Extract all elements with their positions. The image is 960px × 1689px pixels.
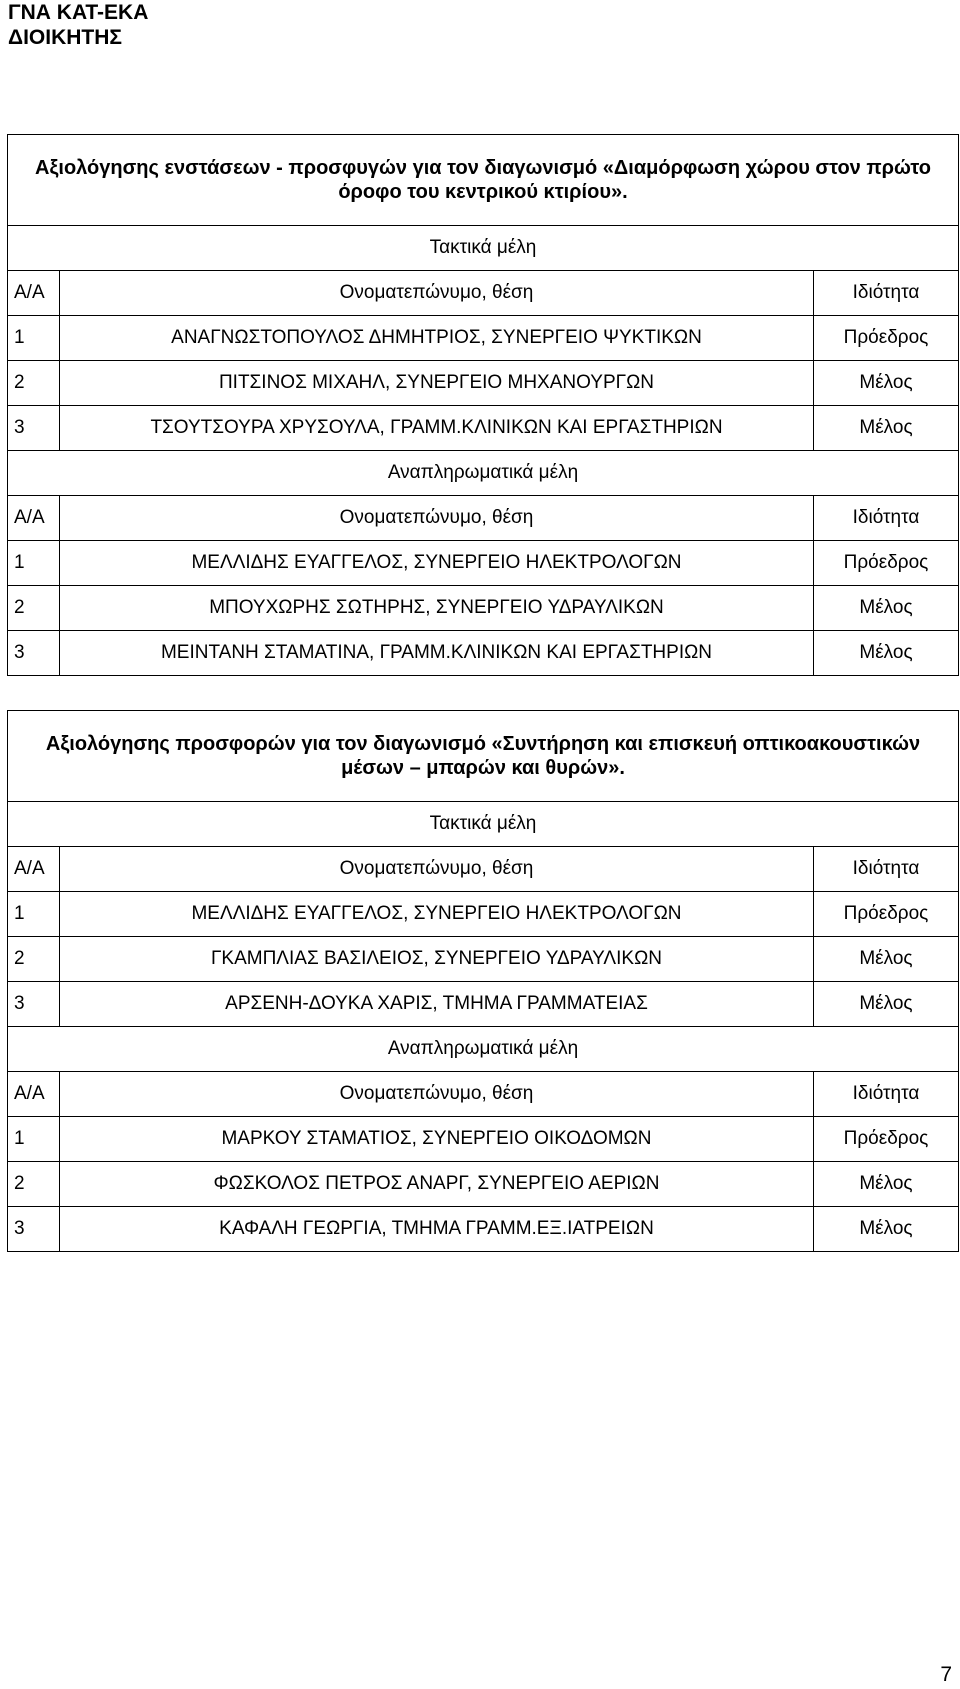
row-number: 3 xyxy=(8,1207,60,1252)
member-name: ΜΕΛΛΙΔΗΣ ΕΥΑΓΓΕΛΟΣ, ΣΥΝΕΡΓΕΙΟ ΗΛΕΚΤΡΟΛΟΓΩΝ xyxy=(60,892,814,937)
member-role: Μέλος xyxy=(813,1207,958,1252)
column-header-role: Ιδιότητα xyxy=(813,847,958,892)
section-label-regular: Τακτικά μέλη xyxy=(8,226,959,271)
member-name: ΤΣΟΥΤΣΟΥΡΑ ΧΡΥΣΟΥΛΑ, ΓΡΑΜΜ.ΚΛΙΝΙΚΩΝ ΚΑΙ ΕΡΓΑΣΤΗΡΙΩΝ xyxy=(60,406,814,451)
section-label-alternate: Αναπληρωματικά μέλη xyxy=(8,1027,959,1072)
table-row xyxy=(8,937,959,982)
row-number: 1 xyxy=(8,892,60,937)
row-number: 1 xyxy=(8,541,60,586)
table-row xyxy=(8,316,959,361)
header-organization: ΓΝΑ ΚΑΤ-ΕΚΑ xyxy=(8,1,149,24)
column-header-number: Α/Α xyxy=(8,1072,60,1117)
column-header-name: Ονοματεπώνυμο, θέση xyxy=(60,1072,814,1117)
member-name: ΦΩΣΚΟΛΟΣ ΠΕΤΡΟΣ ΑΝΑΡΓ, ΣΥΝΕΡΓΕΙΟ ΑΕΡΙΩΝ xyxy=(60,1162,814,1207)
member-name: ΜΕΙΝΤΑΝΗ ΣΤΑΜΑΤΙΝΑ, ΓΡΑΜΜ.ΚΛΙΝΙΚΩΝ ΚΑΙ ΕΡΓΑΣΤΗΡΙΩΝ xyxy=(60,631,814,676)
member-role: Πρόεδρος xyxy=(813,316,958,361)
column-header-row xyxy=(8,1072,959,1117)
table-row xyxy=(8,361,959,406)
section-row xyxy=(8,802,959,847)
member-role: Μέλος xyxy=(813,982,958,1027)
section-row xyxy=(8,226,959,271)
document-header xyxy=(8,0,148,50)
table-row xyxy=(8,406,959,451)
member-role: Πρόεδρος xyxy=(813,1117,958,1162)
table-row xyxy=(8,586,959,631)
column-header-number: Α/Α xyxy=(8,271,60,316)
row-number: 2 xyxy=(8,937,60,982)
committee-table-1 xyxy=(7,134,959,676)
member-role: Μέλος xyxy=(813,361,958,406)
row-number: 3 xyxy=(8,406,60,451)
row-number: 2 xyxy=(8,586,60,631)
table-row xyxy=(8,1162,959,1207)
column-header-row xyxy=(8,496,959,541)
table-title-row xyxy=(8,711,959,802)
member-name: ΜΠΟΥΧΩΡΗΣ ΣΩΤΗΡΗΣ, ΣΥΝΕΡΓΕΙΟ ΥΔΡΑΥΛΙΚΩΝ xyxy=(60,586,814,631)
member-name: ΠΙΤΣΙΝΟΣ ΜΙΧΑΗΛ, ΣΥΝΕΡΓΕΙΟ ΜΗΧΑΝΟΥΡΓΩΝ xyxy=(60,361,814,406)
column-header-row xyxy=(8,271,959,316)
table-row xyxy=(8,892,959,937)
row-number: 2 xyxy=(8,361,60,406)
column-header-number: Α/Α xyxy=(8,496,60,541)
table-title-row xyxy=(8,135,959,226)
table-row xyxy=(8,631,959,676)
member-role: Μέλος xyxy=(813,1162,958,1207)
column-header-name: Ονοματεπώνυμο, θέση xyxy=(60,496,814,541)
member-name: ΓΚΑΜΠΛΙΑΣ ΒΑΣΙΛΕΙΟΣ, ΣΥΝΕΡΓΕΙΟ ΥΔΡΑΥΛΙΚΩΝ xyxy=(60,937,814,982)
table-title: Αξιολόγησης ενστάσεων - προσφυγών για τον διαγωνισμό «Διαμόρφωση χώρου στον πρώτο όροφο του κεντρικού κτιρίου». xyxy=(8,135,959,226)
member-role: Μέλος xyxy=(813,631,958,676)
page-number: 7 xyxy=(940,1663,952,1686)
table-row xyxy=(8,1117,959,1162)
column-header-role: Ιδιότητα xyxy=(813,496,958,541)
header-role: ΔΙΟΙΚΗΤΗΣ xyxy=(8,26,123,49)
row-number: 3 xyxy=(8,631,60,676)
table-title: Αξιολόγησης προσφορών για τον διαγωνισμό «Συντήρηση και επισκευή οπτικοακουστικών μέσων – μπαρών και θυρών». xyxy=(8,711,959,802)
row-number: 1 xyxy=(8,1117,60,1162)
member-name: ΑΝΑΓΝΩΣΤΟΠΟΥΛΟΣ ΔΗΜΗΤΡΙΟΣ, ΣΥΝΕΡΓΕΙΟ ΨΥΚΤΙΚΩΝ xyxy=(60,316,814,361)
row-number: 1 xyxy=(8,316,60,361)
table-row xyxy=(8,1207,959,1252)
member-name: ΑΡΣΕΝΗ-ΔΟΥΚΑ ΧΑΡΙΣ, ΤΜΗΜΑ ΓΡΑΜΜΑΤΕΙΑΣ xyxy=(60,982,814,1027)
table-row xyxy=(8,982,959,1027)
section-label-regular: Τακτικά μέλη xyxy=(8,802,959,847)
section-row xyxy=(8,1027,959,1072)
member-role: Μέλος xyxy=(813,586,958,631)
committee-table-2 xyxy=(7,710,959,1252)
column-header-role: Ιδιότητα xyxy=(813,271,958,316)
member-role: Πρόεδρος xyxy=(813,892,958,937)
column-header-number: Α/Α xyxy=(8,847,60,892)
member-role: Μέλος xyxy=(813,406,958,451)
column-header-name: Ονοματεπώνυμο, θέση xyxy=(60,271,814,316)
member-name: ΜΑΡΚΟΥ ΣΤΑΜΑΤΙΟΣ, ΣΥΝΕΡΓΕΙΟ ΟΙΚΟΔΟΜΩΝ xyxy=(60,1117,814,1162)
member-name: ΚΑΦΑΛΗ ΓΕΩΡΓΙΑ, ΤΜΗΜΑ ΓΡΑΜΜ.ΕΞ.ΙΑΤΡΕΙΩΝ xyxy=(60,1207,814,1252)
section-label-alternate: Αναπληρωματικά μέλη xyxy=(8,451,959,496)
table-row xyxy=(8,541,959,586)
member-role: Πρόεδρος xyxy=(813,541,958,586)
column-header-name: Ονοματεπώνυμο, θέση xyxy=(60,847,814,892)
section-row xyxy=(8,451,959,496)
column-header-row xyxy=(8,847,959,892)
column-header-role: Ιδιότητα xyxy=(813,1072,958,1117)
member-role: Μέλος xyxy=(813,937,958,982)
row-number: 3 xyxy=(8,982,60,1027)
member-name: ΜΕΛΛΙΔΗΣ ΕΥΑΓΓΕΛΟΣ, ΣΥΝΕΡΓΕΙΟ ΗΛΕΚΤΡΟΛΟΓΩΝ xyxy=(60,541,814,586)
row-number: 2 xyxy=(8,1162,60,1207)
